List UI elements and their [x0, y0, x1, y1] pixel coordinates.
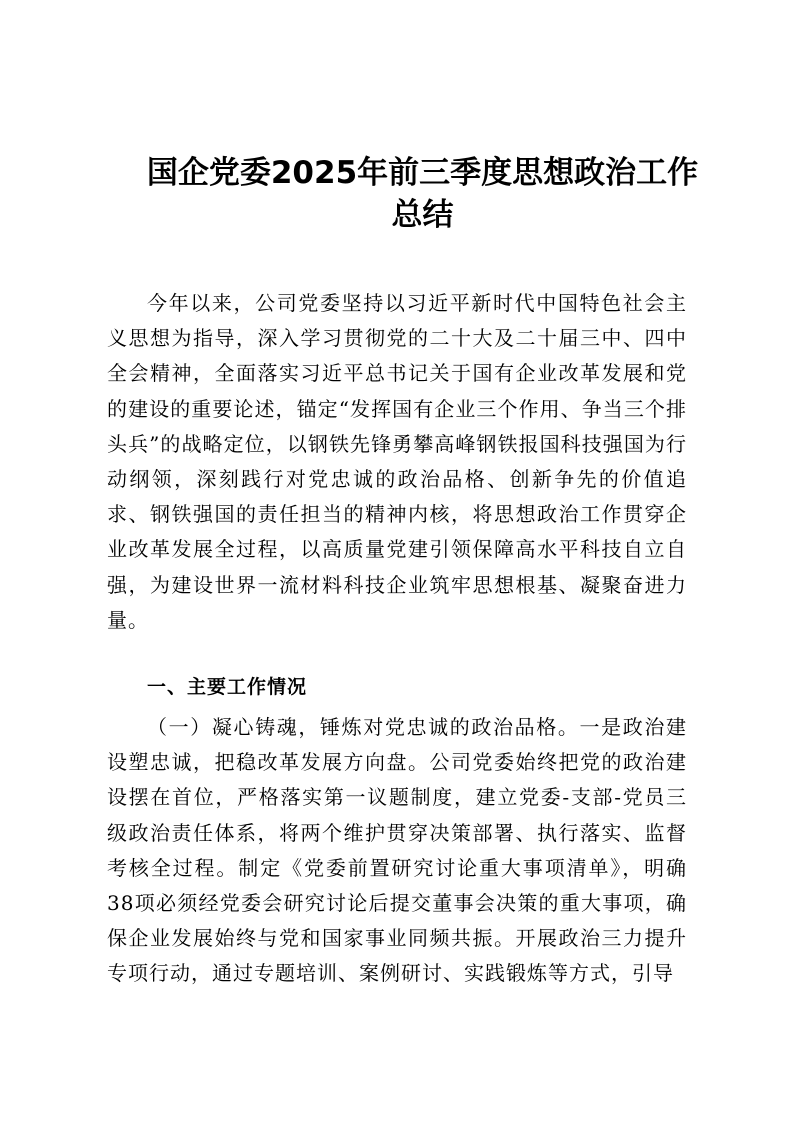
section-paragraph: （一）凝心铸魂，锤炼对党忠诚的政治品格。一是政治建设塑忠诚，把稳改革发展方向盘。公司党委始终把党的政治建设摆在首位，严格落实第一议题制度，建立党委-支部-党员三级政治责任体系，将两个维护贯穿决策部署、执行落实、监督考核全过程。制定《党委前置研究讨论重大事项清单》，明确38项必须经党委会研究讨论后提交董事会决策的重大事项，确保企业发展始终与党和国家事业同频共振。开展政治三力提升专项行动，通过专题培训、案例研讨、实践锻炼等方式，引导: [107, 715, 687, 986]
section-heading-main-work: 一、主要工作情况: [147, 676, 308, 698]
intro-paragraph: 今年以来，公司党委坚持以习近平新时代中国特色社会主义思想为指导，深入学习贯彻党的二十大及二十届三中、四中全会精神，全面落实习近平总书记关于国有企业改革发展和党的建设的重要论述，锚定“发挥国有企业三个作用、争当三个排头兵”的战略定位，以钢铁先锋勇攀高峰钢铁报国科技强国为行动纲领，深刻践行对党忠诚的政治品格、创新争先的价值追求、钢铁强国的责任担当的精神内核，将思想政治工作贯穿企业改革发展全过程，以高质量党建引领保障高水平科技自立自强，为建设世界一流材料科技企业筑牢思想根基、凝聚奋进力量。: [107, 291, 687, 632]
document-title: 国企党委2025年前三季度思想政治工作总结: [146, 155, 699, 233]
